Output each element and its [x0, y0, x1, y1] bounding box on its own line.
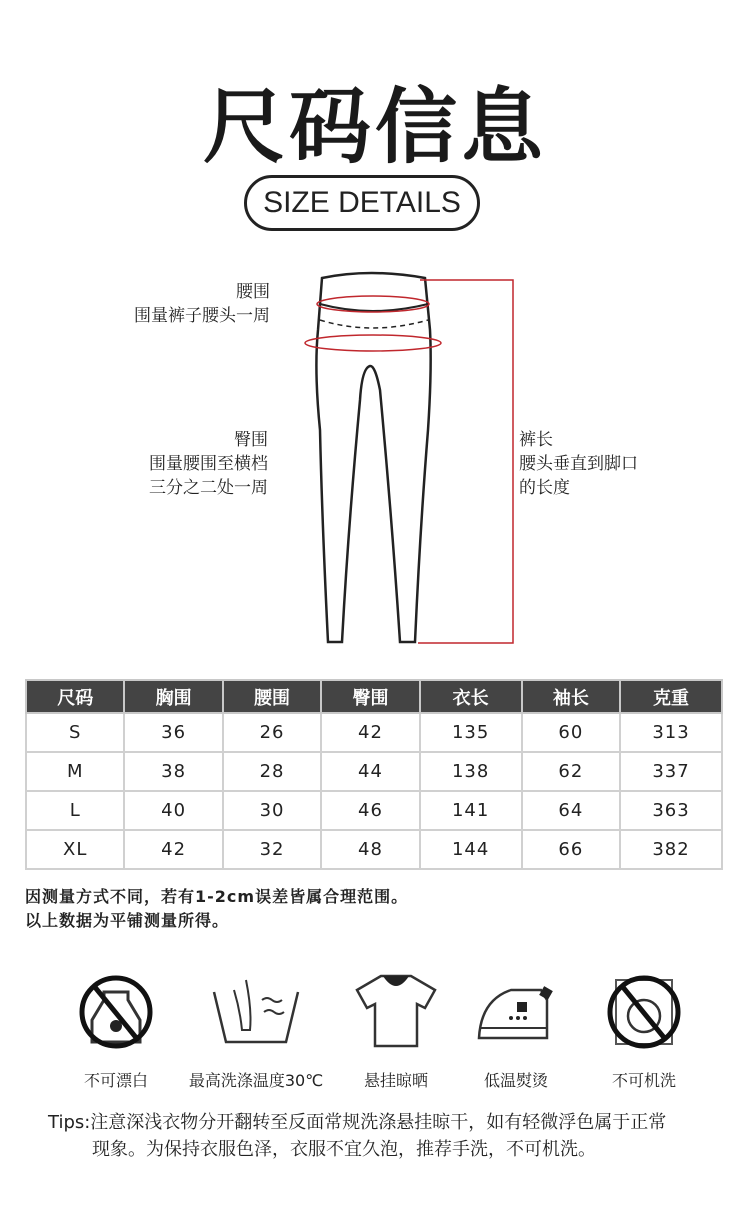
table-cell: 66	[522, 830, 620, 869]
no-machine-wash-icon	[604, 970, 684, 1050]
table-row	[26, 791, 722, 830]
care-label: 不可漂白	[83, 1071, 148, 1090]
care-label: 低温熨烫	[483, 1071, 548, 1090]
table-cell: S	[26, 713, 124, 752]
waist-name: 腰围	[236, 282, 270, 302]
care-label: 最高洗涤温度30℃	[188, 1071, 324, 1090]
table-cell: 138	[420, 752, 522, 791]
col-header: 尺码	[26, 680, 124, 713]
table-row	[26, 713, 722, 752]
table-cell: 26	[223, 713, 321, 752]
hip-desc-2: 三分之二处一周	[149, 478, 268, 498]
length-label	[519, 428, 638, 500]
table-cell: 42	[124, 830, 222, 869]
table-cell: 60	[522, 713, 620, 752]
col-header: 克重	[620, 680, 722, 713]
table-cell: 135	[420, 713, 522, 752]
care-label: 不可机洗	[611, 1071, 676, 1090]
table-cell: 40	[124, 791, 222, 830]
table-cell: 44	[321, 752, 419, 791]
care-low-iron	[446, 970, 586, 1091]
table-cell: 144	[420, 830, 522, 869]
hand-wash-30-icon	[206, 970, 306, 1050]
care-no-bleach	[46, 970, 186, 1091]
no-bleach-icon	[76, 970, 156, 1050]
table-cell: 363	[620, 791, 722, 830]
length-name: 裤长	[519, 430, 553, 450]
note-1: 因测量方式不同，若有1-2cm误差皆属合理范围。	[25, 887, 409, 906]
col-header: 腰围	[223, 680, 321, 713]
table-cell: 42	[321, 713, 419, 752]
hip-label	[149, 428, 268, 500]
table-cell: 64	[522, 791, 620, 830]
table-cell: XL	[26, 830, 124, 869]
table-row	[26, 830, 722, 869]
length-marker	[418, 280, 513, 643]
table-cell: 62	[522, 752, 620, 791]
table-cell: 46	[321, 791, 419, 830]
table-row	[26, 752, 722, 791]
size-table	[25, 679, 723, 870]
col-header: 衣长	[420, 680, 522, 713]
care-hang-dry	[326, 970, 466, 1091]
table-cell: 36	[124, 713, 222, 752]
low-iron-icon	[471, 970, 561, 1050]
table-header-row	[26, 680, 722, 713]
table-cell: 141	[420, 791, 522, 830]
leggings-diagram	[300, 270, 520, 650]
waist-desc: 围量裤子腰头一周	[134, 306, 270, 326]
waist-label	[134, 280, 270, 328]
table-cell: L	[26, 791, 124, 830]
table-cell: M	[26, 752, 124, 791]
table-cell: 382	[620, 830, 722, 869]
table-cell: 32	[223, 830, 321, 869]
care-hand-wash	[186, 970, 326, 1091]
table-cell: 38	[124, 752, 222, 791]
col-header: 臀围	[321, 680, 419, 713]
table-cell: 313	[620, 713, 722, 752]
page-subtitle: SIZE DETAILS	[244, 175, 480, 231]
table-cell: 48	[321, 830, 419, 869]
tips-line-1: Tips:注意深浅衣物分开翻转至反面常规洗涤悬挂晾干，如有轻微浮色属于正常	[48, 1112, 667, 1133]
table-cell: 28	[223, 752, 321, 791]
col-header: 袖长	[522, 680, 620, 713]
care-label: 悬挂晾晒	[363, 1071, 428, 1090]
hip-desc-1: 围量腰围至横档	[149, 454, 268, 474]
length-desc-2: 的长度	[519, 478, 570, 498]
hip-name: 臀围	[234, 430, 268, 450]
col-header: 胸围	[124, 680, 222, 713]
tips-line-2: 现象。为保持衣服色泽，衣服不宜久泡，推荐手洗，不可机洗。	[92, 1139, 596, 1160]
length-desc-1: 腰头垂直到脚口	[519, 454, 638, 474]
table-cell: 337	[620, 752, 722, 791]
note-2: 以上数据为平铺测量所得。	[25, 911, 230, 930]
table-cell: 30	[223, 791, 321, 830]
page-title: 尺码信息	[202, 80, 547, 175]
care-no-machine-wash	[574, 970, 714, 1091]
hang-dry-icon	[351, 970, 441, 1050]
